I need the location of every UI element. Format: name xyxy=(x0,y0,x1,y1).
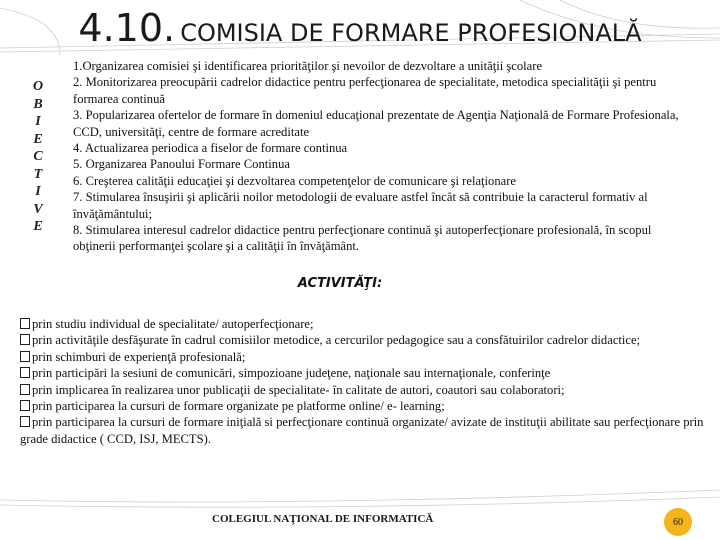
page-title xyxy=(0,6,720,50)
checkbox-icon xyxy=(20,400,30,411)
checkbox-icon xyxy=(20,351,30,362)
vertical-letter: E xyxy=(33,219,43,234)
vertical-objectives-label xyxy=(28,78,48,236)
objective-item: 3. Popularizarea ofertelor de formare în domeniul educaţional prezentate de Agenţia Naţională de Formare Profesionala, CCD, universităţi, centre de formare acreditate xyxy=(73,108,679,139)
vertical-letter: T xyxy=(33,166,43,182)
objective-item: 4. Actualizarea periodica a fiselor de formare continua xyxy=(73,141,348,156)
checkbox-icon xyxy=(20,384,30,395)
activity-item xyxy=(20,349,710,365)
objective-item: 8. Stimularea interesul cadrelor didactice pentru perfecţionare continuă şi autoperfecţionare profesională, în scopul obţinerii performanţei şcolare şi a calităţii în învăţământ. xyxy=(73,223,652,254)
activities-heading: ACTIVITĂŢI: xyxy=(297,276,383,291)
title-text: COMISIA DE FORMARE PROFESIONALĂ xyxy=(180,19,642,47)
vertical-letter: V xyxy=(33,201,43,217)
page-number-badge: 60 xyxy=(664,508,692,536)
checkbox-icon xyxy=(20,318,30,329)
objective-item: 6. Creşterea calităţii educaţiei şi dezvoltarea competenţelor de comunicare şi relaţionare xyxy=(73,173,517,188)
vertical-letter: C xyxy=(33,149,43,164)
checkbox-icon xyxy=(20,416,30,427)
activity-item xyxy=(20,332,710,348)
vertical-letter: E xyxy=(33,131,43,147)
activity-text: prin schimburi de experienţă profesională; xyxy=(32,349,246,364)
objective-item: 5. Organizarea Panoului Formare Continua xyxy=(73,157,290,172)
activity-text: prin studiu individual de specialitate/ autoperfecţionare; xyxy=(32,317,314,331)
objective-item: 1.Organizarea comisiei şi identificarea priorităţilor şi nevoilor de dezvoltare a unităţii şcolare xyxy=(73,59,543,73)
activity-item xyxy=(20,365,710,381)
activities-list xyxy=(20,316,710,447)
activity-text: prin participări la sesiuni de comunicări, simpozioane judeţene, naţionale sau internaţionale, conferinţe xyxy=(32,366,551,381)
vertical-letter: I xyxy=(35,184,41,199)
activity-text: prin participarea la cursuri de formare iniţială si perfecţionare continuă organizate/ avizate de instituţii abilitate sau perfecţionare prin grade didactice ( CCD, ISJ, MECTS). xyxy=(20,415,704,446)
activity-item xyxy=(20,398,710,414)
vertical-letter: B xyxy=(33,96,43,112)
objective-item: 7. Stimularea însuşirii şi aplicării noilor metodologii de evaluare astfel încât să contribuie la caracterul formativ al învăţământului; xyxy=(73,190,648,221)
activity-item xyxy=(20,414,710,447)
activity-text: prin activităţile desfăşurate în cadrul comisiilor metodice, a cercurilor pedagogice sau a consfătuirilor cadrelor didactice; xyxy=(32,333,641,348)
footer-school-name: COLEGIUL NAŢIONAL DE INFORMATICĂ xyxy=(212,513,434,525)
activity-item xyxy=(20,382,710,398)
title-number: 4.10. xyxy=(78,6,176,50)
vertical-letter: O xyxy=(32,79,44,94)
checkbox-icon xyxy=(20,334,30,345)
vertical-letter: I xyxy=(35,114,41,129)
checkbox-icon xyxy=(20,367,30,378)
activity-item xyxy=(20,316,710,332)
activity-text: prin implicarea în realizarea unor publicaţii de specialitate- în calitate de autori, coautori sau colaboratori; xyxy=(32,382,565,397)
objective-item: 2. Monitorizarea preocupării cadrelor didactice pentru perfecţionarea de specialitate, metodica specialităţii şi pentru formarea continuă xyxy=(73,75,657,106)
objectives-list xyxy=(73,58,683,255)
activity-text: prin participarea la cursuri de formare organizate pe platforme online/ e- learning; xyxy=(32,399,445,414)
